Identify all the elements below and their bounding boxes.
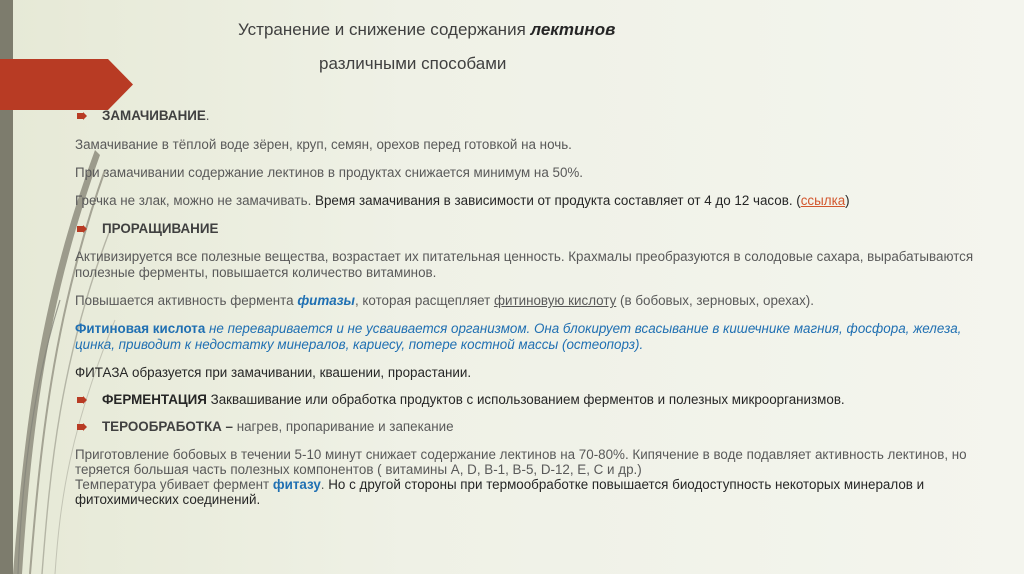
title-keyword: лектинов (530, 20, 616, 39)
arrow-bullet-icon (77, 423, 87, 431)
sprouting-heading: ПРОРАЩИВАНИЕ (102, 221, 219, 236)
fermentation-heading: ФЕРМЕНТАЦИЯ (102, 392, 207, 407)
slide-title-line1 (238, 20, 758, 40)
soaking-paragraph-3: Гречка не злак, можно не замачивать. Время замачивания в зависимости от продукта составляет от 4 до 12 часов. (ссылка) (75, 193, 850, 208)
heat-paragraph-2: Температура убивает фермент фитазу. Но с другой стороны при термообработке повышается биодоступность некоторых минералов и фитохимических соединений. (75, 477, 925, 507)
heat-treatment-row: ТЕРООБРАБОТКА – нагрев, пропаривание и запекание (75, 419, 1005, 435)
arrow-bullet-icon (77, 112, 87, 120)
sprouting-paragraph-3: Фитиновая кислота не переваривается и не усваивается организмом. Она блокирует всасывание в кишечнике магния, фосфора, железа, цинка, приводит к недостатку минералов, кариесу, потере костной массы (остеопорз). (75, 321, 962, 352)
slide-title-line2: различными способами (319, 54, 507, 73)
arrow-bullet-icon (77, 225, 87, 233)
sprouting-paragraph-2: Повышается активность фермента фитазы, которая расщепляет фитиновую кислоту (в бобовых, зерновых, орехах). (75, 293, 814, 308)
soaking-heading-row: ЗАМАЧИВАНИЕ. (75, 108, 1005, 124)
heat-treatment-heading: ТЕРООБРАБОТКА – (102, 419, 233, 434)
sprouting-paragraph-1: Активизируется все полезные вещества, возрастает их питательная ценность. Крахмалы преобразуются в солодовые сахара, вырабатываются полезные ферменты, повышается количество витаминов. (75, 249, 974, 280)
title-accent-flag (0, 59, 133, 110)
arrow-bullet-icon (77, 396, 87, 404)
soaking-paragraph-1: Замачивание в тёплой воде зёрен, круп, семян, орехов перед готовкой на ночь. (75, 137, 572, 152)
sprouting-heading-row (75, 221, 1005, 237)
soaking-heading: ЗАМАЧИВАНИЕ (102, 108, 206, 123)
sprouting-paragraph-4: ФИТАЗА образуется при замачивании, квашении, прорастании. (75, 365, 472, 380)
source-link[interactable]: ссылка (800, 193, 846, 208)
soaking-paragraph-2: При замачивании содержание лектинов в продуктах снижается минимум на 50%. (75, 165, 584, 180)
title-prefix: Устранение и снижение содержания (238, 20, 531, 39)
slide-content (75, 108, 1005, 507)
fermentation-row: ФЕРМЕНТАЦИЯ Заквашивание или обработка продуктов с использованием ферментов и полезных микроорганизмов. (75, 392, 1005, 408)
heat-paragraph-1: Приготовление бобовых в течении 5-10 минут снижает содержание лектинов на 70-80%. Кипячение в воде подавляет активность лектинов, но теряется большая часть полезных компонентов ( витамины А, D, В-1, В-5, D-12, Е, С и др.) (75, 447, 967, 477)
